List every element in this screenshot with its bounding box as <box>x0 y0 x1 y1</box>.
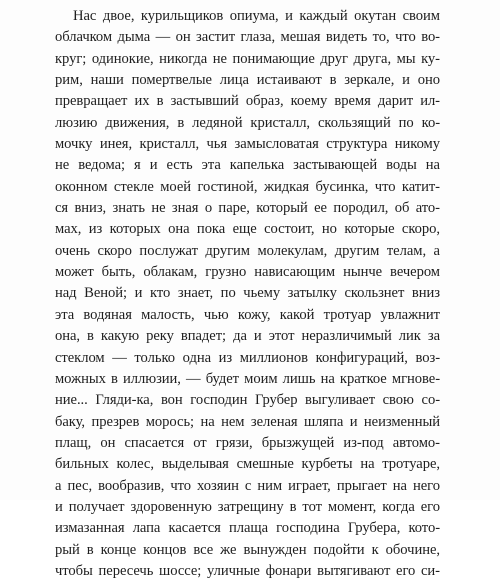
text-line: чтобы пересечь шоссе; уличные фонари вытягивают его си- <box>55 562 440 579</box>
text-line: бильных колес, выделывая смешные курбеты на тротуаре, <box>55 456 440 473</box>
text-line: рим, наши помертвелые лица истаивают в зеркале, и оно <box>55 72 440 89</box>
text-line: эта водяная малость, чью кожу, какой тротуар увлажнит <box>55 306 440 323</box>
text-line: она, в какую реку впадет; да и этот неразличимый лик за <box>55 328 440 345</box>
text-line: круг; одинокие, никогда не понимающие друг друга, мы ку- <box>55 50 440 67</box>
text-line: и получает здоровенную затрещину в тот момент, когда его <box>55 498 440 515</box>
text-line: мочку инея, кристалл, чья замысловатая структура никому <box>55 136 440 153</box>
text-line: плащ, он спасается от грязи, брызжущей из-под автомо- <box>55 434 440 451</box>
text-line: не ведома; я и есть эта капелька застывающей воды на <box>55 157 440 174</box>
text-line: над Веной; и кто знает, по чьему затылку скользнет вниз <box>55 285 440 302</box>
text-line: оконном стекле моей гостиной, жидкая бусинка, что катит- <box>55 178 440 195</box>
text-line: ся вниз, знать не зная о паре, который ее породил, об ато- <box>55 200 440 217</box>
text-line: ние... Гляди-ка, вон господин Грубер выгуливает свою со- <box>55 392 440 409</box>
text-line: превращает их в застывший образ, коему время дарит ил- <box>55 93 440 110</box>
text-line: стеклом — только одна из миллионов конфигураций, воз- <box>55 349 440 366</box>
text-line: облачком дыма — он застит глаза, мешая видеть то, что во- <box>55 29 440 46</box>
text-line: а пес, вообразив, что хозяин с ним играет, прыгает на него <box>55 477 440 494</box>
text-line: можных в иллюзии, — будет моим лишь на краткое мгнове- <box>55 370 440 387</box>
text-line: баку, презрев морось; на нем зеленая шляпа и неизменный <box>55 413 440 430</box>
text-line: рый в конце концов все же вынужден подойти к обочине, <box>55 541 440 558</box>
text-line: мах, из которых она пока еще состоит, но которые скоро, <box>55 221 440 238</box>
body-text <box>55 6 440 582</box>
text-line: люзию движения, в ледяной кристалл, скользящий по ко- <box>55 114 440 131</box>
text-line: может быть, облакам, грузно нависающим нынче вечером <box>55 264 440 281</box>
text-line: измазанная лапа касается плаща господина Грубера, кото- <box>55 520 440 537</box>
text-line: очень скоро послужат другим молекулам, другим телам, а <box>55 242 440 259</box>
text-line: Нас двое, курильщиков опиума, и каждый окутан своим <box>73 8 440 24</box>
